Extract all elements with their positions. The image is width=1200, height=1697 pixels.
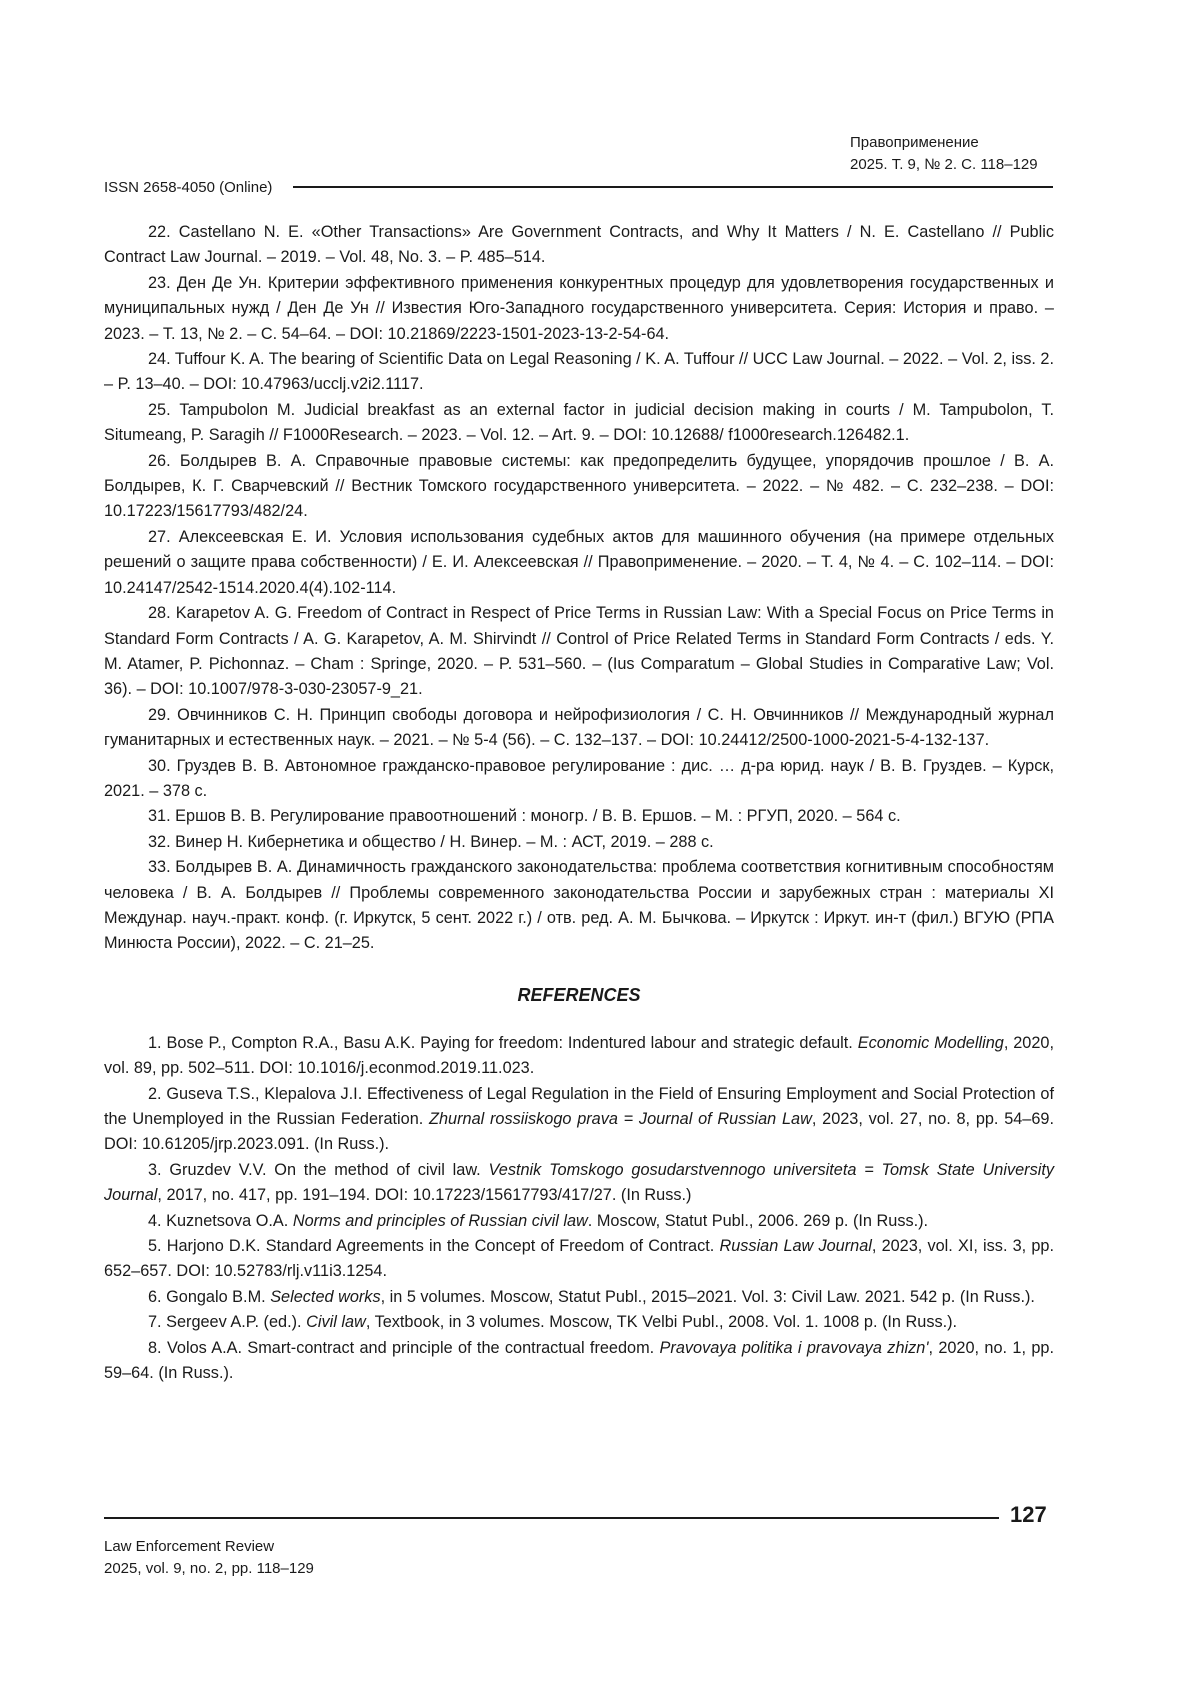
reference-ru: 32. Винер Н. Кибернетика и общество / Н. Винер. – М. : АСТ, 2019. – 288 с. xyxy=(104,830,1054,855)
reference-ru: 33. Болдырев В. А. Динамичность гражданского законодательства: проблема соответствия когнитивным способностям человека / В. А. Болдырев // Проблемы современного законодательства России и зарубежных стран : материалы XI Междунар. науч.-практ. конф. (г. Иркутск, 5 сент. 2022 г.) / отв. ред. А. М. Бычкова. – Иркутск : Иркут. ин-т (фил.) ВГУЮ (РПА Минюста России), 2022. – С. 21–25. xyxy=(104,855,1054,957)
reference-ru: 30. Груздев В. В. Автономное гражданско-правовое регулирование : дис. … д-ра юрид. наук / В. В. Груздев. – Курск, 2021. – 378 с. xyxy=(104,754,1054,805)
reference-en: 7. Sergeev A.P. (ed.). Civil law, Textbook, in 3 volumes. Moscow, TK Velbi Publ., 2008. Vol. 1. 1008 p. (In Russ.). xyxy=(104,1310,1054,1335)
reference-ru: 27. Алексеевская Е. И. Условия использования судебных актов для машинного обучения (на примере отдельных решений о защите права собственности) / Е. И. Алексеевская // Правоприменение. – 2020. – Т. 4, № 4. – С. 102–114. – DOI: 10.24147/2542-1514.2020.4(4).102-114. xyxy=(104,525,1054,601)
reference-ru: 26. Болдырев В. А. Справочные правовые системы: как предопределить будущее, упорядочив прошлое / В. А. Болдырев, К. Г. Сварчевский // Вестник Томского государственного университета. – 2022. – № 482. – С. 232–238. – DOI: 10.17223/15617793/482/24. xyxy=(104,449,1054,525)
reference-en: 6. Gongalo B.M. Selected works, in 5 volumes. Moscow, Statut Publ., 2015–2021. Vol. 3: Civil Law. 2021. 542 p. (In Russ.). xyxy=(104,1285,1054,1310)
references-section xyxy=(104,220,1054,1386)
journal-page xyxy=(0,0,1200,1697)
journal-title-ru: Правоприменение xyxy=(850,132,1038,154)
reference-ru: 28. Karapetov A. G. Freedom of Contract in Respect of Price Terms in Russian Law: With a Special Focus on Price Terms in Standard Form Contracts / A. G. Karapetov, A. M. Shirvindt // Control of Price Related Terms in Standard Form Contracts / eds. Y. M. Atamer, P. Pichonnaz. – Cham : Springe, 2020. – P. 531–560. – (Ius Comparatum – Global Studies in Comparative Law; Vol. 36). – DOI: 10.1007/978-3-030-23057-9_21. xyxy=(104,601,1054,703)
reference-ru: 23. Ден Де Ун. Критерии эффективного применения конкурентных процедур для удовлетворения государственных и муниципальных нужд / Ден Де Ун // Известия Юго-Западного государственного университета. Серия: История и право. – 2023. – Т. 13, № 2. – С. 54–64. – DOI: 10.21869/2223-1501-2023-13-2-54-64. xyxy=(104,271,1054,347)
reference-ru: 22. Castellano N. E. «Other Transactions» Are Government Contracts, and Why It Matters / N. E. Castellano // Public Contract Law Journal. – 2019. – Vol. 48, No. 3. – P. 485–514. xyxy=(104,220,1054,271)
reference-ru: 29. Овчинников С. Н. Принцип свободы договора и нейрофизиология / С. Н. Овчинников // Международный журнал гуманитарных и естественных наук. – 2021. – № 5-4 (56). – С. 132–137. – DOI: 10.24412/2500-1000-2021-5-4-132-137. xyxy=(104,703,1054,754)
reference-en: 4. Kuznetsova O.A. Norms and principles of Russian civil law. Moscow, Statut Publ., 2006. 269 p. (In Russ.). xyxy=(104,1209,1054,1234)
reference-ru: 25. Tampubolon M. Judicial breakfast as an external factor in judicial decision making in courts / M. Tampubolon, T. Situmeang, P. Saragih // F1000Research. – 2023. – Vol. 12. – Art. 9. – DOI: 10.12688/ f1000research.126482.1. xyxy=(104,398,1054,449)
footer-rule xyxy=(104,1517,999,1519)
issn: ISSN 2658-4050 (Online) xyxy=(104,177,272,199)
reference-en: 5. Harjono D.K. Standard Agreements in the Concept of Freedom of Contract. Russian Law Journal, 2023, vol. XI, iss. 3, pp. 652–657. DOI: 10.52783/rlj.v11i3.1254. xyxy=(104,1234,1054,1285)
journal-title-en: Law Enforcement Review xyxy=(104,1536,314,1558)
reference-en: 3. Gruzdev V.V. On the method of civil law. Vestnik Tomskogo gosudarstvennogo universiteta = Tomsk State University Journal, 2017, no. 417, pp. 191–194. DOI: 10.17223/15617793/417/27. (In Russ.) xyxy=(104,1158,1054,1209)
running-header xyxy=(850,132,1038,176)
reference-ru: 31. Ершов В. В. Регулирование правоотношений : моногр. / В. В. Ершов. – М. : РГУП, 2020. – 564 с. xyxy=(104,804,1054,829)
issue-info-ru: 2025. Т. 9, № 2. С. 118–129 xyxy=(850,154,1038,176)
page-number: 127 xyxy=(1010,1500,1047,1530)
references-ru-list xyxy=(104,220,1054,957)
reference-en: 8. Volos A.A. Smart-contract and principle of the contractual freedom. Pravovaya politika i pravovaya zhizn', 2020, no. 1, pp. 59–64. (In Russ.). xyxy=(104,1336,1054,1387)
references-en-list xyxy=(104,1031,1054,1387)
running-footer xyxy=(104,1536,314,1580)
issue-info-en: 2025, vol. 9, no. 2, pp. 118–129 xyxy=(104,1558,314,1580)
reference-ru: 24. Tuffour K. A. The bearing of Scientific Data on Legal Reasoning / K. A. Tuffour // UCC Law Journal. – 2022. – Vol. 2, iss. 2. – P. 13–40. – DOI: 10.47963/ucclj.v2i2.1117. xyxy=(104,347,1054,398)
reference-en: 1. Bose P., Compton R.A., Basu A.K. Paying for freedom: Indentured labour and strategic default. Economic Modelling, 2020, vol. 89, pp. 502–511. DOI: 10.1016/j.econmod.2019.11.023. xyxy=(104,1031,1054,1082)
header-rule xyxy=(293,186,1053,188)
references-heading: REFERENCES xyxy=(104,983,1054,1007)
reference-en: 2. Guseva T.S., Klepalova J.I. Effectiveness of Legal Regulation in the Field of Ensuring Employment and Social Protection of the Unemployed in the Russian Federation. Zhurnal rossiiskogo prava = Journal of Russian Law, 2023, vol. 27, no. 8, pp. 54–69. DOI: 10.61205/jrp.2023.091. (In Russ.). xyxy=(104,1082,1054,1158)
